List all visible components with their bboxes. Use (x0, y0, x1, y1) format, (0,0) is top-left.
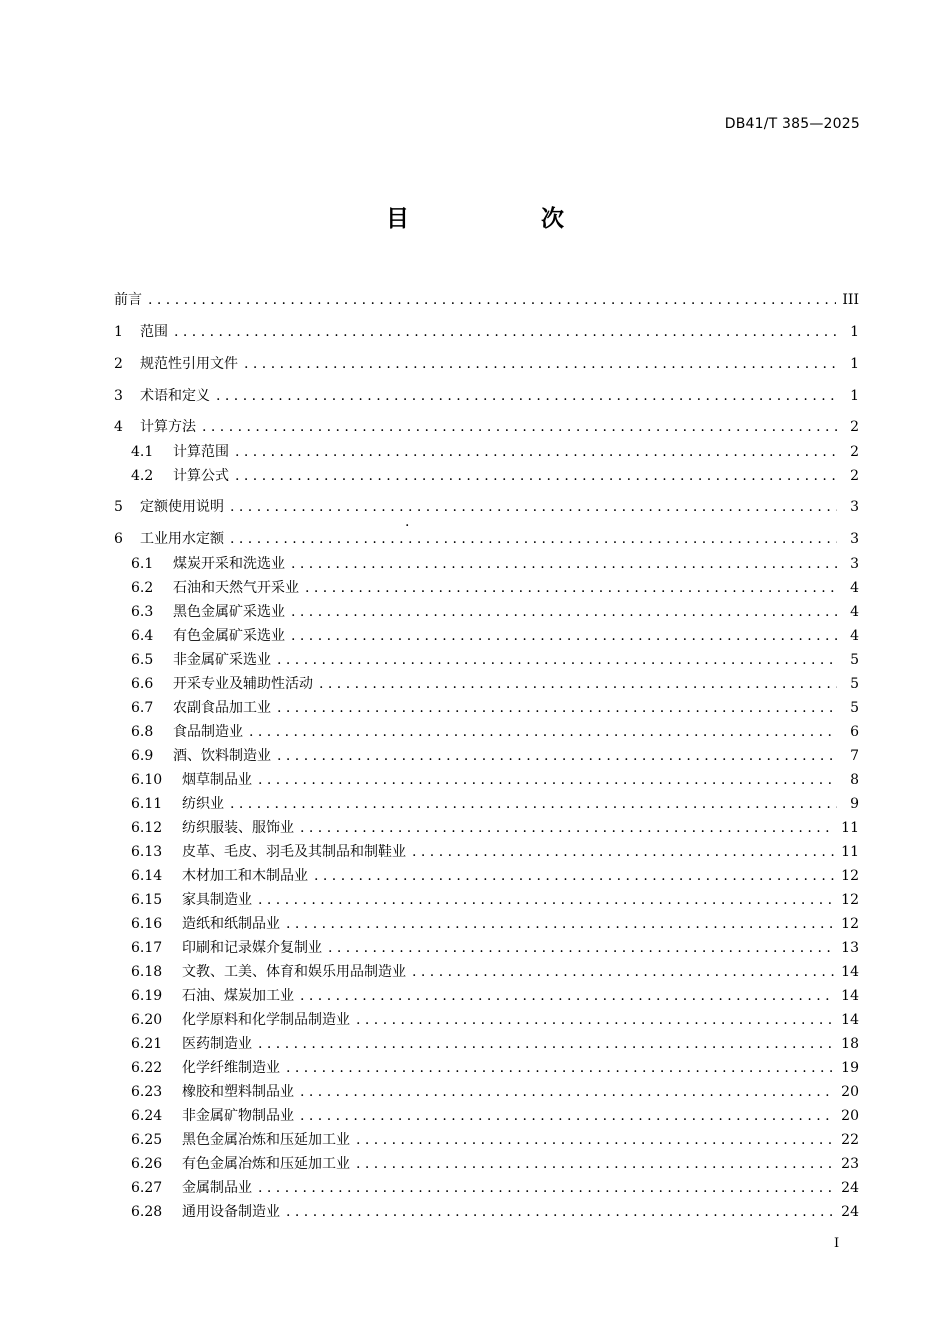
toc-entry-number: 6.17 (131, 940, 163, 956)
toc-entry[interactable] (131, 465, 859, 487)
toc-dot-leader (300, 985, 835, 1007)
toc-dot-leader (174, 321, 837, 343)
toc-entry-title: 纺织业 (182, 796, 224, 812)
toc-entry-number: 6.25 (131, 1132, 163, 1148)
toc-dot-leader (291, 601, 837, 623)
toc-entry[interactable] (114, 321, 859, 343)
toc-entry[interactable] (131, 985, 859, 1007)
toc-dot-leader (286, 1201, 835, 1223)
toc-entry-number: 6.23 (131, 1084, 163, 1100)
toc-entry[interactable] (131, 1153, 859, 1175)
stray-mark: · (405, 518, 410, 534)
toc-entry-number: 6.21 (131, 1036, 163, 1052)
toc-entry-title: 烟草制品业 (182, 772, 252, 788)
toc-entry[interactable] (131, 913, 859, 935)
toc-entry-title: 通用设备制造业 (182, 1204, 280, 1220)
toc-entry[interactable] (131, 649, 859, 671)
toc-entry[interactable] (114, 528, 859, 550)
toc-entry-title: 计算范围 (173, 444, 229, 460)
toc-entry-title: 黑色金属冶炼和压延加工业 (182, 1132, 350, 1148)
toc-entry[interactable] (131, 769, 859, 791)
toc-dot-leader (356, 1009, 835, 1031)
toc-entry-number: 6.26 (131, 1156, 163, 1172)
toc-dot-leader (412, 961, 835, 983)
toc-entry[interactable] (131, 793, 859, 815)
toc-dot-leader (216, 385, 837, 407)
toc-entry-page: 1 (850, 388, 859, 404)
toc-dot-leader (202, 416, 837, 438)
toc-entry-number: 6.15 (131, 892, 163, 908)
toc-dot-leader (300, 817, 835, 839)
toc-entry-title: 文教、工美、体育和娱乐用品制造业 (182, 964, 406, 980)
toc-entry-number: 6.27 (131, 1180, 163, 1196)
toc-entry-page: 4 (850, 604, 859, 620)
toc-entry-page: 14 (841, 964, 859, 980)
toc-entry-page: 11 (841, 820, 859, 836)
toc-dot-leader (277, 649, 837, 671)
toc-entry-page: 6 (850, 724, 859, 740)
toc-dot-leader (277, 697, 837, 719)
toc-entry-title: 有色金属冶炼和压延加工业 (182, 1156, 350, 1172)
toc-entry-page: 4 (850, 580, 859, 596)
toc-dot-leader (314, 865, 835, 887)
toc-entry-title: 煤炭开采和洗选业 (173, 556, 285, 572)
toc-dot-leader (300, 1105, 835, 1127)
toc-dot-leader (277, 745, 837, 767)
toc-entry-number: 6.18 (131, 964, 163, 980)
toc-entry-number: 6.2 (131, 580, 154, 596)
toc-entry[interactable] (114, 416, 859, 438)
toc-entry-page: 9 (850, 796, 859, 812)
toc-entry-title: 酒、饮料制造业 (173, 748, 271, 764)
toc-entry-page: 3 (850, 531, 859, 547)
toc-entry[interactable] (131, 577, 859, 599)
toc-dot-leader (235, 441, 837, 463)
toc-entry-title: 木材加工和木制品业 (182, 868, 308, 884)
toc-entry-number: 6.20 (131, 1012, 163, 1028)
toc-entry-title: 开采专业及辅助性活动 (173, 676, 313, 692)
toc-entry[interactable] (131, 1081, 859, 1103)
toc-entry-title: 家具制造业 (182, 892, 252, 908)
toc-entry-number: 6.1 (131, 556, 154, 572)
toc-entry[interactable] (131, 1129, 859, 1151)
toc-entry-page: 24 (841, 1204, 859, 1220)
toc-entry-number: 6.14 (131, 868, 163, 884)
toc-dot-leader (249, 721, 837, 743)
toc-dot-leader (291, 625, 837, 647)
toc-dot-leader (286, 1057, 835, 1079)
toc-entry-title: 定额使用说明 (140, 499, 224, 515)
toc-entry-title: 印刷和记录媒介复制业 (182, 940, 322, 956)
toc-entry[interactable] (131, 1201, 859, 1223)
toc-entry-page: 12 (841, 892, 859, 908)
toc-entry-number: 2 (114, 356, 123, 372)
toc-entry[interactable] (114, 385, 859, 407)
toc-entry-title: 有色金属矿采选业 (173, 628, 285, 644)
toc-entry-title: 化学纤维制造业 (182, 1060, 280, 1076)
toc-entry-number: 6.6 (131, 676, 154, 692)
toc-entry-page: 19 (841, 1060, 859, 1076)
toc-dot-leader (258, 1177, 835, 1199)
toc-entry-page: 23 (841, 1156, 859, 1172)
toc-dot-leader (230, 528, 837, 550)
toc-entry-number: 6.8 (131, 724, 154, 740)
toc-entry-number: 6.10 (131, 772, 163, 788)
toc-entry-number: 6.12 (131, 820, 163, 836)
toc-entry[interactable] (114, 289, 859, 311)
toc-dot-leader (258, 1033, 835, 1055)
toc-entry-number: 6.9 (131, 748, 154, 764)
toc-entry-page: 14 (841, 1012, 859, 1028)
toc-entry-title: 橡胶和塑料制品业 (182, 1084, 294, 1100)
toc-dot-leader (356, 1153, 835, 1175)
toc-entry-title: 规范性引用文件 (140, 356, 238, 372)
toc-entry-title: 农副食品加工业 (173, 700, 271, 716)
toc-entry-page: 1 (850, 324, 859, 340)
toc-entry-page: 4 (850, 628, 859, 644)
toc-entry-title: 计算公式 (173, 468, 229, 484)
toc-entry[interactable] (131, 937, 859, 959)
toc-entry-number: 6.11 (131, 796, 163, 812)
document-code: DB41/T 385—2025 (724, 116, 860, 132)
toc-entry-number: 3 (114, 388, 123, 404)
toc-entry-title: 石油、煤炭加工业 (182, 988, 294, 1004)
toc-dot-leader (356, 1129, 835, 1151)
toc-entry-page: 2 (850, 468, 859, 484)
toc-entry-page: 14 (841, 988, 859, 1004)
toc-entry-page: 5 (850, 676, 859, 692)
toc-entry-title: 非金属矿采选业 (173, 652, 271, 668)
toc-entry-title: 非金属矿物制品业 (182, 1108, 294, 1124)
toc-entry[interactable] (131, 673, 859, 695)
toc-dot-leader (300, 1081, 835, 1103)
toc-entry-title: 石油和天然气开采业 (173, 580, 299, 596)
toc-entry[interactable] (131, 817, 859, 839)
toc-entry-title: 食品制造业 (173, 724, 243, 740)
toc-entry-title: 医药制造业 (182, 1036, 252, 1052)
toc-entry-number: 6.19 (131, 988, 163, 1004)
toc-entry[interactable] (131, 1057, 859, 1079)
toc-dot-leader (148, 289, 836, 311)
toc-dot-leader (412, 841, 835, 863)
toc-entry[interactable] (131, 961, 859, 983)
toc-entry-page: 22 (841, 1132, 859, 1148)
toc-entry-number: 6.28 (131, 1204, 163, 1220)
toc-entry-number: 6.22 (131, 1060, 163, 1076)
toc-entry[interactable] (114, 353, 859, 375)
toc-entry-page: 20 (841, 1084, 859, 1100)
toc-entry-page: 2 (850, 419, 859, 435)
toc-entry-page: 8 (850, 772, 859, 788)
toc-dot-leader (258, 889, 835, 911)
toc-entry-page: 11 (841, 844, 859, 860)
toc-entry[interactable] (131, 441, 859, 463)
toc-entry-number: 6 (114, 531, 123, 547)
toc-entry-number: 4.2 (131, 468, 154, 484)
toc-entry-title: 纺织服装、服饰业 (182, 820, 294, 836)
toc-entry-number: 6.24 (131, 1108, 163, 1124)
toc-entry-title: 金属制品业 (182, 1180, 252, 1196)
toc-entry[interactable] (131, 865, 859, 887)
toc-entry[interactable] (131, 841, 859, 863)
toc-entry[interactable] (131, 697, 859, 719)
toc-entry[interactable] (131, 889, 859, 911)
toc-entry-title: 化学原料和化学制品制造业 (182, 1012, 350, 1028)
toc-entry-page: 12 (841, 916, 859, 932)
toc-entry-number: 4 (114, 419, 123, 435)
toc-dot-leader (286, 913, 835, 935)
toc-entry-page: 18 (841, 1036, 859, 1052)
toc-title: 目 次 (385, 206, 626, 232)
toc-entry-number: 6.16 (131, 916, 163, 932)
toc-entry-number: 5 (114, 499, 123, 515)
toc-dot-leader (235, 465, 837, 487)
toc-entry-page: III (842, 292, 859, 308)
toc-dot-leader (258, 769, 837, 791)
toc-dot-leader (291, 553, 837, 575)
toc-entry-title: 术语和定义 (140, 388, 210, 404)
toc-entry-page: 13 (841, 940, 859, 956)
toc-entry-page: 5 (850, 652, 859, 668)
toc-entry-page: 5 (850, 700, 859, 716)
toc-dot-leader (319, 673, 837, 695)
toc-entry-number: 6.4 (131, 628, 154, 644)
toc-entry[interactable] (131, 601, 859, 623)
toc-entry-page: 20 (841, 1108, 859, 1124)
toc-entry-title: 范围 (140, 324, 168, 340)
toc-entry-number: 6.7 (131, 700, 154, 716)
toc-entry[interactable] (131, 1033, 859, 1055)
toc-entry-page: 3 (850, 499, 859, 515)
toc-entry-title: 皮革、毛皮、羽毛及其制品和制鞋业 (182, 844, 406, 860)
toc-dot-leader (230, 496, 837, 518)
toc-entry-page: 2 (850, 444, 859, 460)
toc-entry-page: 3 (850, 556, 859, 572)
toc-entry-title: 造纸和纸制品业 (182, 916, 280, 932)
toc-entry-title: 黑色金属矿采选业 (173, 604, 285, 620)
toc-entry[interactable] (131, 721, 859, 743)
toc-entry-page: 12 (841, 868, 859, 884)
toc-dot-leader (244, 353, 837, 375)
toc-dot-leader (328, 937, 835, 959)
toc-entry-page: 7 (850, 748, 859, 764)
toc-entry-title: 工业用水定额 (140, 531, 224, 547)
toc-entry-number: 6.13 (131, 844, 163, 860)
toc-entry-page: 1 (850, 356, 859, 372)
page-number: I (834, 1236, 840, 1251)
toc-entry-number: 4.1 (131, 444, 154, 460)
toc-entry[interactable] (131, 745, 859, 767)
toc-entry-number: 6.3 (131, 604, 154, 620)
toc-entry-title: 前言 (114, 292, 142, 308)
toc-entry-number: 6.5 (131, 652, 154, 668)
toc-entry-title: 计算方法 (140, 419, 196, 435)
toc-entry-page: 24 (841, 1180, 859, 1196)
toc-dot-leader (230, 793, 837, 815)
toc-entry[interactable] (131, 553, 859, 575)
toc-dot-leader (305, 577, 837, 599)
toc-entry-number: 1 (114, 324, 123, 340)
toc-entry[interactable] (131, 1009, 859, 1031)
toc-entry[interactable] (131, 1105, 859, 1127)
toc-entry[interactable] (114, 496, 859, 518)
toc-entry[interactable] (131, 625, 859, 647)
toc-entry[interactable] (131, 1177, 859, 1199)
